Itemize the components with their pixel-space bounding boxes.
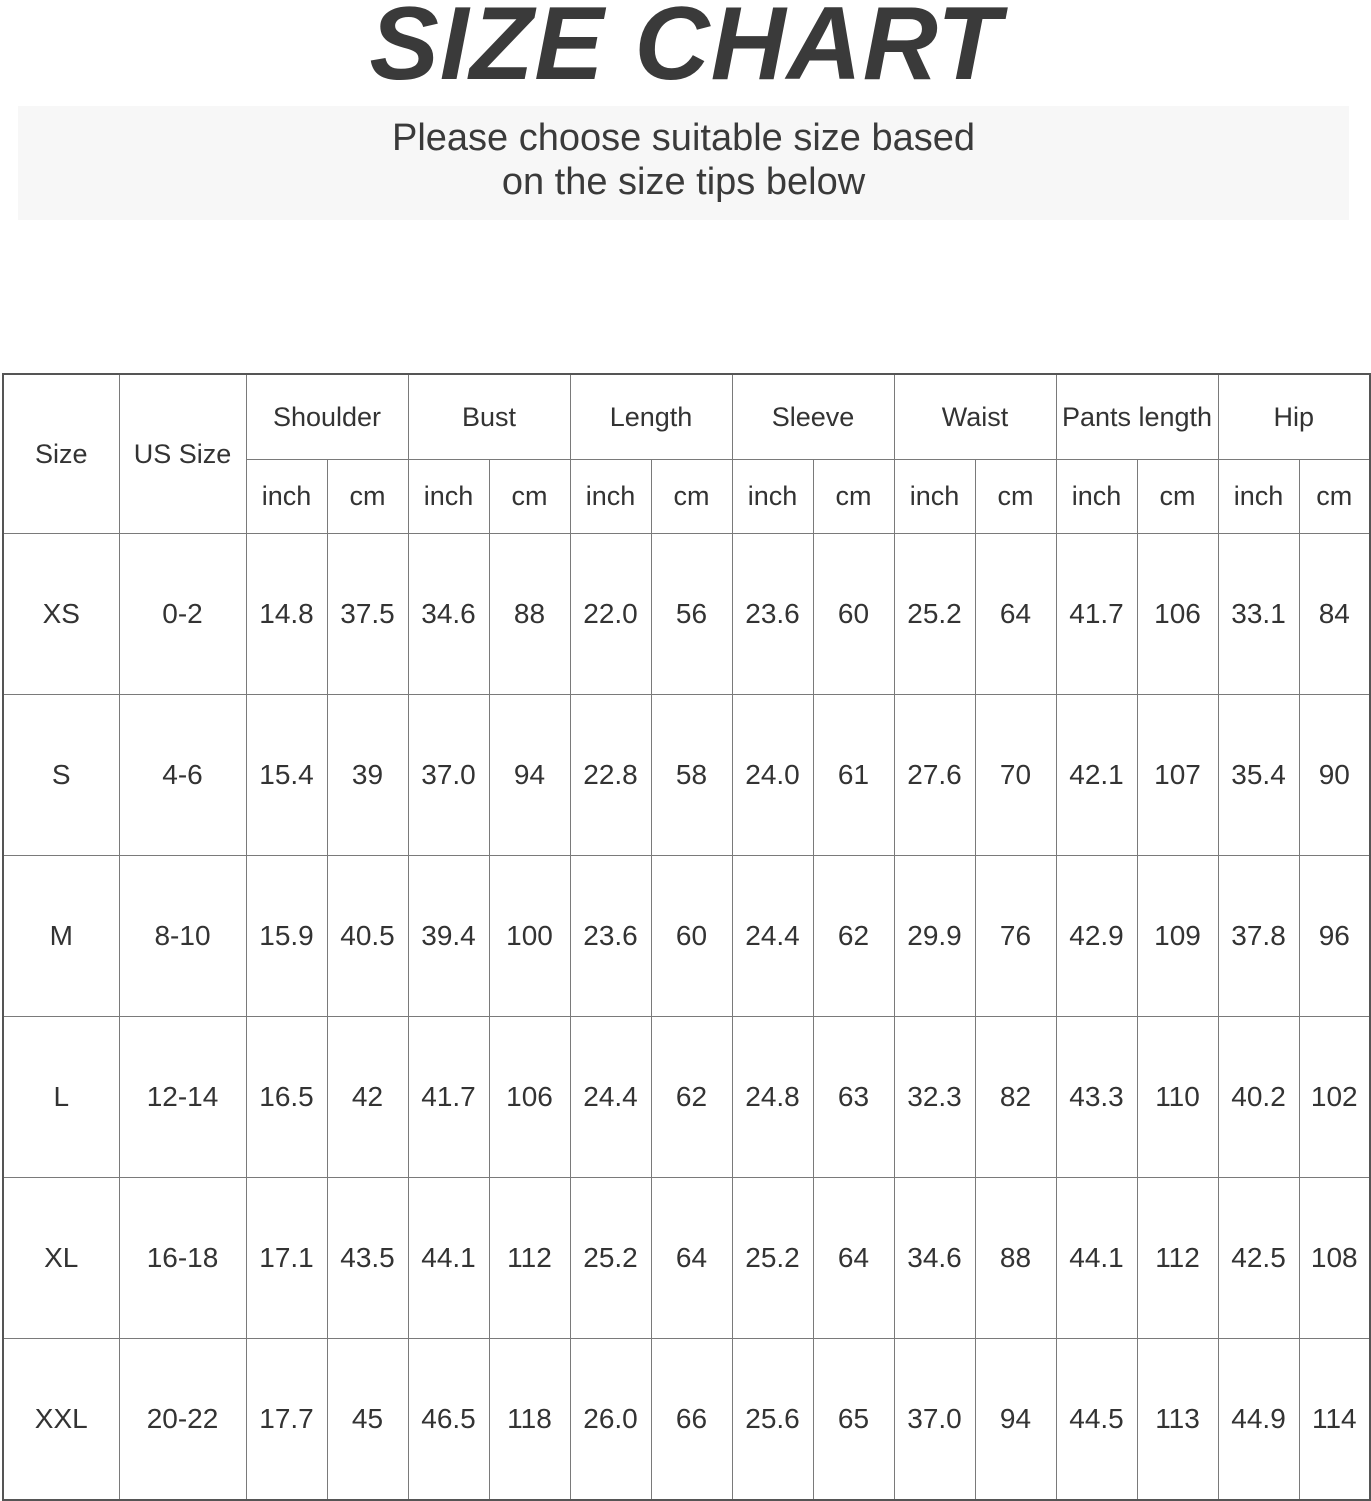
measurement-cell: 32.3	[894, 1017, 975, 1178]
size-cell: M	[3, 856, 119, 1017]
unit-inch-label: inch	[1056, 460, 1137, 534]
measurement-cell: 25.2	[894, 534, 975, 695]
measurement-cell: 63	[813, 1017, 894, 1178]
measurement-cell: 94	[489, 695, 570, 856]
measurement-cell: 37.5	[327, 534, 408, 695]
size-tip-line-2: on the size tips below	[501, 161, 866, 203]
measurement-cell: 15.4	[246, 695, 327, 856]
measurement-cell: 64	[651, 1178, 732, 1339]
measurement-cell: 113	[1137, 1339, 1218, 1501]
measurement-cell: 114	[1299, 1339, 1370, 1501]
measurement-cell: 44.1	[1056, 1178, 1137, 1339]
unit-cm-label: cm	[651, 460, 732, 534]
measurement-cell: 62	[813, 856, 894, 1017]
measurement-cell: 76	[975, 856, 1056, 1017]
measurement-cell: 44.1	[408, 1178, 489, 1339]
measurement-cell: 112	[489, 1178, 570, 1339]
measurement-cell: 34.6	[894, 1178, 975, 1339]
measurement-cell: 60	[813, 534, 894, 695]
header-us-size: US Size	[119, 374, 246, 534]
table-row	[3, 1017, 1370, 1178]
measurement-cell: 108	[1299, 1178, 1370, 1339]
measurement-cell: 45	[327, 1339, 408, 1501]
unit-inch-label: inch	[894, 460, 975, 534]
measurement-cell: 61	[813, 695, 894, 856]
measurement-cell: 42.5	[1218, 1178, 1299, 1339]
header-bust: Bust	[408, 374, 570, 460]
unit-inch-label: inch	[732, 460, 813, 534]
size-tip-box	[18, 106, 1349, 220]
unit-cm-label: cm	[327, 460, 408, 534]
unit-cm-label: cm	[975, 460, 1056, 534]
measurement-cell: 17.7	[246, 1339, 327, 1501]
measurement-cell: 25.2	[570, 1178, 651, 1339]
unit-inch-label: inch	[570, 460, 651, 534]
measurement-cell: 23.6	[732, 534, 813, 695]
table-row	[3, 1178, 1370, 1339]
measurement-cell: 37.8	[1218, 856, 1299, 1017]
header-sleeve: Sleeve	[732, 374, 894, 460]
measurement-cell: 66	[651, 1339, 732, 1501]
measurement-cell: 42.9	[1056, 856, 1137, 1017]
measurement-cell: 94	[975, 1339, 1056, 1501]
measurement-cell: 25.6	[732, 1339, 813, 1501]
measurement-cell: 42	[327, 1017, 408, 1178]
measurement-cell: 27.6	[894, 695, 975, 856]
measurement-cell: 40.5	[327, 856, 408, 1017]
measurement-cell: 58	[651, 695, 732, 856]
unit-cm-label: cm	[1299, 460, 1370, 534]
unit-cm-label: cm	[1137, 460, 1218, 534]
measurement-cell: 65	[813, 1339, 894, 1501]
unit-inch-label: inch	[246, 460, 327, 534]
size-cell: XXL	[3, 1339, 119, 1501]
measurement-cell: 22.0	[570, 534, 651, 695]
measurement-cell: 106	[1137, 534, 1218, 695]
measurement-cell: 14.8	[246, 534, 327, 695]
measurement-cell: 64	[975, 534, 1056, 695]
measurement-cell: 16.5	[246, 1017, 327, 1178]
measurement-cell: 17.1	[246, 1178, 327, 1339]
unit-cm-label: cm	[813, 460, 894, 534]
measurement-cell: 34.6	[408, 534, 489, 695]
table-row	[3, 695, 1370, 856]
measurement-cell: 42.1	[1056, 695, 1137, 856]
measurement-cell: 25.2	[732, 1178, 813, 1339]
measurement-cell: 56	[651, 534, 732, 695]
size-tip-line-1: Please choose suitable size based	[391, 117, 976, 159]
measurement-cell: 112	[1137, 1178, 1218, 1339]
size-cell: XS	[3, 534, 119, 695]
unit-cm-label: cm	[489, 460, 570, 534]
measurement-cell: 88	[975, 1178, 1056, 1339]
measurement-cell: 24.0	[732, 695, 813, 856]
measurement-cell: 88	[489, 534, 570, 695]
measurement-cell: 24.8	[732, 1017, 813, 1178]
measurement-cell: 84	[1299, 534, 1370, 695]
size-cell: L	[3, 1017, 119, 1178]
measurement-cell: 64	[813, 1178, 894, 1339]
header-size: Size	[3, 374, 119, 534]
measurement-cell: 70	[975, 695, 1056, 856]
measurement-cell: 29.9	[894, 856, 975, 1017]
us-size-cell: 20-22	[119, 1339, 246, 1501]
measurement-cell: 37.0	[894, 1339, 975, 1501]
table-row	[3, 856, 1370, 1017]
measurement-cell: 62	[651, 1017, 732, 1178]
header-hip: Hip	[1218, 374, 1370, 460]
header-length: Length	[570, 374, 732, 460]
us-size-cell: 0-2	[119, 534, 246, 695]
size-cell: S	[3, 695, 119, 856]
measurement-cell: 100	[489, 856, 570, 1017]
header-waist: Waist	[894, 374, 1056, 460]
measurement-cell: 106	[489, 1017, 570, 1178]
header-shoulder: Shoulder	[246, 374, 408, 460]
measurement-cell: 33.1	[1218, 534, 1299, 695]
size-cell: XL	[3, 1178, 119, 1339]
measurement-cell: 102	[1299, 1017, 1370, 1178]
measurement-cell: 15.9	[246, 856, 327, 1017]
header-row-groups	[3, 374, 1370, 460]
measurement-cell: 26.0	[570, 1339, 651, 1501]
measurement-cell: 39	[327, 695, 408, 856]
measurement-cell: 90	[1299, 695, 1370, 856]
measurement-cell: 107	[1137, 695, 1218, 856]
measurement-cell: 109	[1137, 856, 1218, 1017]
measurement-cell: 23.6	[570, 856, 651, 1017]
us-size-cell: 4-6	[119, 695, 246, 856]
measurement-cell: 43.3	[1056, 1017, 1137, 1178]
measurement-cell: 82	[975, 1017, 1056, 1178]
measurement-cell: 118	[489, 1339, 570, 1501]
measurement-cell: 35.4	[1218, 695, 1299, 856]
measurement-cell: 40.2	[1218, 1017, 1299, 1178]
measurement-cell: 39.4	[408, 856, 489, 1017]
measurement-cell: 44.9	[1218, 1339, 1299, 1501]
unit-inch-label: inch	[408, 460, 489, 534]
measurement-cell: 41.7	[1056, 534, 1137, 695]
measurement-cell: 37.0	[408, 695, 489, 856]
measurement-cell: 43.5	[327, 1178, 408, 1339]
size-chart-table	[2, 373, 1371, 1501]
measurement-cell: 24.4	[732, 856, 813, 1017]
measurement-cell: 44.5	[1056, 1339, 1137, 1501]
measurement-cell: 110	[1137, 1017, 1218, 1178]
measurement-cell: 60	[651, 856, 732, 1017]
page-title: SIZE CHART	[369, 0, 1002, 102]
us-size-cell: 12-14	[119, 1017, 246, 1178]
table-row	[3, 1339, 1370, 1501]
measurement-cell: 24.4	[570, 1017, 651, 1178]
measurement-cell: 96	[1299, 856, 1370, 1017]
measurement-cell: 41.7	[408, 1017, 489, 1178]
us-size-cell: 8-10	[119, 856, 246, 1017]
header-pants-length: Pants length	[1056, 374, 1218, 460]
unit-inch-label: inch	[1218, 460, 1299, 534]
measurement-cell: 22.8	[570, 695, 651, 856]
us-size-cell: 16-18	[119, 1178, 246, 1339]
measurement-cell: 46.5	[408, 1339, 489, 1501]
table-row	[3, 534, 1370, 695]
